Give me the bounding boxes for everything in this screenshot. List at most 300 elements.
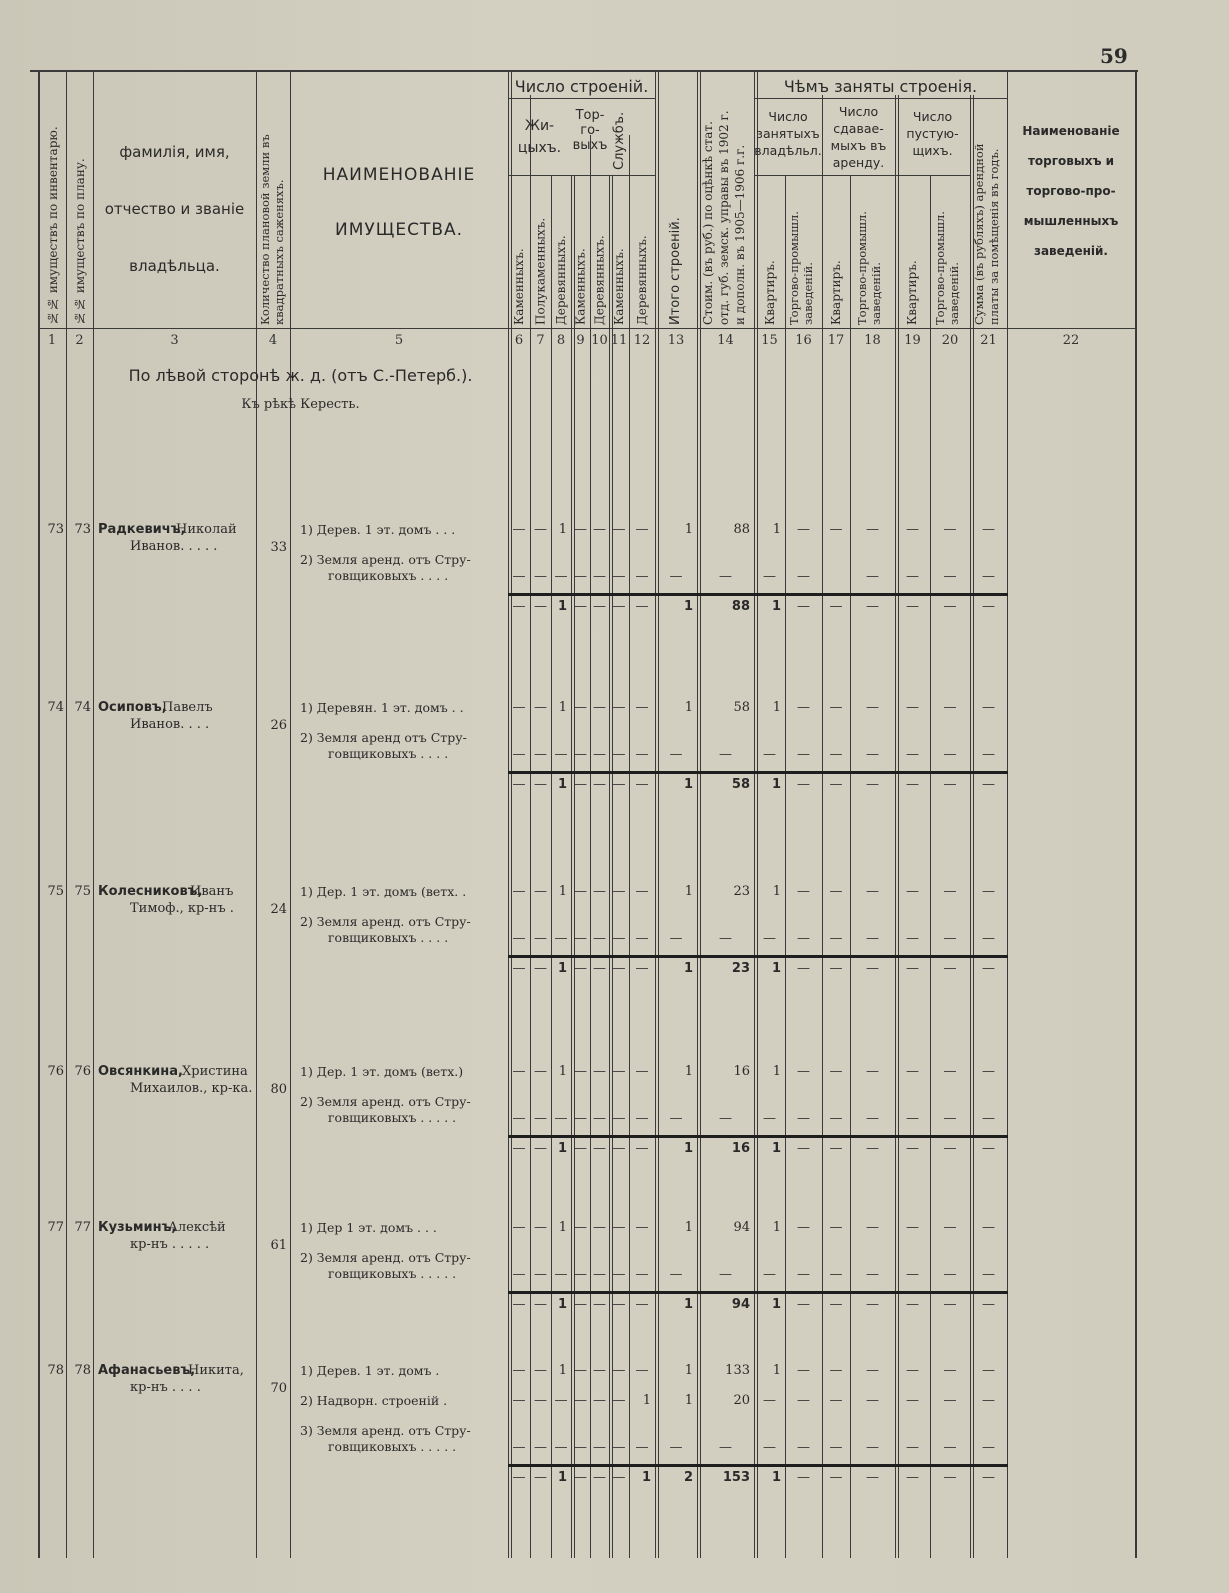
total-cell: —	[982, 1297, 995, 1312]
data-cell: —	[512, 931, 526, 946]
total-cell: 1	[683, 1141, 693, 1156]
data-cell: —	[574, 1363, 587, 1378]
data-cell: 1	[642, 1393, 651, 1408]
data-cell: —	[612, 1220, 626, 1235]
data-cell: —	[574, 1267, 587, 1282]
total-cell: 1	[771, 1470, 781, 1485]
data-cell: —	[612, 1267, 626, 1282]
owner-first-name: Павелъ	[162, 700, 213, 715]
data-cell: —	[982, 1220, 995, 1235]
total-cell: 1	[771, 1297, 781, 1312]
total-cell: —	[635, 1297, 649, 1312]
column-number: 21	[980, 333, 997, 348]
column-number: 6	[514, 333, 524, 348]
total-cell: —	[797, 1297, 810, 1312]
total-cell: 88	[731, 599, 750, 614]
data-cell: —	[866, 931, 879, 946]
data-cell: —	[719, 1267, 732, 1282]
owner-patronymic-status: Иванов. . . .	[130, 717, 210, 732]
total-cell: —	[982, 1141, 995, 1156]
record-plan-number: 77	[74, 1220, 91, 1235]
total-cell: —	[866, 1297, 879, 1312]
data-cell: 133	[725, 1363, 750, 1378]
data-cell: 1	[772, 522, 781, 537]
total-cell: —	[612, 1141, 626, 1156]
data-cell: —	[982, 522, 995, 537]
data-cell: —	[763, 1267, 776, 1282]
data-cell: —	[982, 1440, 995, 1455]
total-cell: —	[534, 961, 547, 976]
total-cell: 1	[771, 961, 781, 976]
header-sub-living: Жи- цыхъ.	[517, 118, 562, 156]
data-cell: —	[554, 569, 568, 584]
table-top-rule	[30, 70, 1138, 72]
land-area: 26	[270, 718, 287, 733]
data-cell: —	[574, 1393, 587, 1408]
column-number: 14	[717, 333, 734, 348]
data-cell: —	[612, 1363, 626, 1378]
total-cell: 94	[731, 1297, 750, 1312]
owner-patronymic-status: Иванов. . . . .	[130, 539, 218, 554]
data-cell: —	[534, 700, 547, 715]
total-cell: —	[906, 1141, 919, 1156]
owner-first-name: Христина	[182, 1064, 248, 1079]
column-rule	[895, 95, 896, 1558]
data-cell: —	[574, 931, 587, 946]
data-cell: —	[943, 1064, 957, 1079]
column-rule	[655, 70, 656, 1558]
data-cell: —	[635, 1440, 649, 1455]
owner-surname: Колесниковъ,	[98, 884, 203, 899]
header-col19-label: Квартиръ.	[905, 260, 919, 325]
data-cell: —	[797, 1393, 810, 1408]
header-col10-label: Деревянныхъ.	[592, 235, 607, 325]
data-cell: —	[574, 884, 587, 899]
header-col22-label: торгово-про-	[1026, 184, 1116, 198]
header-sub-owner: Число занятыхъ владѣльл.	[754, 109, 822, 158]
header-col5-label: ИМУЩЕСТВА.	[334, 220, 464, 240]
data-cell: —	[574, 1440, 587, 1455]
data-cell: —	[534, 1111, 547, 1126]
data-cell: —	[763, 1111, 776, 1126]
column-rule	[256, 70, 257, 1558]
column-rule	[508, 70, 509, 1558]
column-rule	[551, 175, 552, 1558]
data-cell: 1	[772, 1363, 781, 1378]
data-cell: —	[982, 1064, 995, 1079]
total-cell: —	[797, 961, 810, 976]
data-cell: —	[554, 747, 568, 762]
record-inventory-number: 77	[47, 1220, 64, 1235]
total-cell: 1	[557, 599, 567, 614]
data-cell: —	[797, 700, 810, 715]
total-cell: 1	[683, 599, 693, 614]
data-cell: —	[829, 700, 843, 715]
column-number: 8	[556, 333, 566, 348]
total-cell: —	[512, 1297, 526, 1312]
total-cell: —	[982, 777, 995, 792]
record-plan-number: 75	[74, 884, 91, 899]
header-col22-label: мышленныхъ	[1023, 214, 1119, 228]
data-cell: —	[635, 522, 649, 537]
total-cell: —	[512, 599, 526, 614]
data-cell: —	[593, 569, 606, 584]
data-cell: —	[982, 1393, 995, 1408]
property-item: говщиковыхъ . . . . .	[328, 1110, 457, 1125]
data-cell: 23	[733, 884, 750, 899]
total-cell: —	[943, 1297, 957, 1312]
subtotal-rule	[508, 955, 1008, 958]
data-cell: —	[534, 522, 547, 537]
data-cell: —	[512, 522, 526, 537]
data-cell: 1	[558, 1064, 567, 1079]
total-cell: —	[982, 1470, 995, 1485]
data-cell: —	[943, 522, 957, 537]
column-rule	[629, 135, 630, 1558]
data-cell: —	[906, 1267, 919, 1282]
data-cell: —	[512, 1267, 526, 1282]
data-cell: —	[719, 747, 732, 762]
header-col22-label: Наименованіе	[1022, 124, 1120, 138]
column-rule	[850, 175, 851, 1558]
total-cell: —	[612, 777, 626, 792]
data-cell: —	[512, 1064, 526, 1079]
data-cell: —	[719, 931, 732, 946]
data-cell: —	[512, 884, 526, 899]
data-cell: —	[797, 931, 810, 946]
data-cell: —	[866, 1363, 879, 1378]
data-cell: —	[593, 1220, 606, 1235]
total-cell: —	[906, 1470, 919, 1485]
group-rule-occupied	[754, 98, 1007, 99]
data-cell: —	[829, 1111, 843, 1126]
data-cell: —	[635, 1363, 649, 1378]
owner-patronymic-status: Тимоф., кр-нъ .	[130, 901, 234, 916]
total-cell: —	[612, 961, 626, 976]
data-cell: —	[512, 1111, 526, 1126]
data-cell: 58	[733, 700, 750, 715]
total-cell: —	[829, 777, 843, 792]
data-cell: —	[866, 1393, 879, 1408]
data-cell: 1	[772, 1220, 781, 1235]
header-col3-label: фамилія, имя,	[119, 143, 230, 161]
data-cell: —	[534, 569, 547, 584]
total-cell: 1	[557, 1470, 567, 1485]
data-cell: —	[763, 931, 776, 946]
property-item: говщиковыхъ . . . . .	[328, 1266, 457, 1281]
data-cell: —	[635, 1267, 649, 1282]
total-cell: 1	[557, 961, 567, 976]
data-cell: —	[612, 569, 626, 584]
total-cell: —	[574, 961, 587, 976]
total-cell: —	[829, 961, 843, 976]
data-cell: —	[797, 1064, 810, 1079]
property-item: 3) Земля аренд. отъ Стру-	[300, 1423, 471, 1438]
column-rule	[697, 70, 698, 1558]
column-rule-double	[612, 175, 613, 1558]
data-cell: 1	[684, 884, 693, 899]
data-cell: —	[534, 1440, 547, 1455]
data-cell: —	[635, 747, 649, 762]
data-cell: —	[512, 1220, 526, 1235]
data-cell: —	[866, 1064, 879, 1079]
data-cell: —	[797, 522, 810, 537]
total-cell: 1	[557, 1297, 567, 1312]
total-cell: —	[906, 777, 919, 792]
column-number: 5	[394, 333, 404, 348]
total-cell: —	[906, 1297, 919, 1312]
column-rule	[530, 95, 531, 1558]
data-cell: —	[669, 931, 683, 946]
data-cell: —	[512, 747, 526, 762]
data-cell: —	[866, 1267, 879, 1282]
total-cell: 1	[771, 777, 781, 792]
data-cell: 88	[733, 522, 750, 537]
data-cell: —	[612, 1111, 626, 1126]
data-cell: —	[982, 747, 995, 762]
data-cell: —	[906, 1393, 919, 1408]
data-cell: —	[866, 700, 879, 715]
data-cell: —	[763, 747, 776, 762]
land-area: 24	[270, 902, 287, 917]
data-cell: —	[612, 1440, 626, 1455]
column-rule	[590, 135, 591, 1558]
header-col1-label: №№ имуществъ по инвентарю.	[46, 126, 60, 325]
header-col22-label: торговыхъ и	[1027, 154, 1115, 168]
data-cell: —	[593, 1267, 606, 1282]
record-plan-number: 74	[74, 700, 91, 715]
column-rule	[970, 95, 971, 1558]
column-rule	[290, 70, 291, 1558]
data-cell: —	[554, 931, 568, 946]
data-cell: —	[593, 884, 606, 899]
total-cell: —	[829, 1470, 843, 1485]
column-rule	[822, 95, 823, 1558]
total-cell: 1	[771, 599, 781, 614]
total-cell: —	[943, 1141, 957, 1156]
data-cell: 1	[558, 884, 567, 899]
data-cell: —	[763, 1393, 776, 1408]
record-inventory-number: 78	[47, 1363, 64, 1378]
data-cell: —	[593, 1111, 606, 1126]
owner-first-name: Николай	[176, 522, 237, 537]
owner-patronymic-status: кр-нъ . . . .	[130, 1380, 201, 1395]
total-cell: —	[574, 777, 587, 792]
data-cell: 1	[684, 1064, 693, 1079]
record-inventory-number: 74	[47, 700, 64, 715]
data-cell: —	[763, 1440, 776, 1455]
property-item: 1) Дерев. 1 эт. домъ .	[300, 1363, 440, 1378]
data-cell: 1	[772, 884, 781, 899]
record-plan-number: 78	[74, 1363, 91, 1378]
data-cell: —	[534, 1064, 547, 1079]
header-col3-label: владѣльца.	[129, 257, 220, 275]
property-item: 2) Земля аренд отъ Стру-	[300, 730, 467, 745]
total-cell: —	[534, 777, 547, 792]
data-cell: —	[797, 1267, 810, 1282]
data-cell: —	[719, 1440, 732, 1455]
column-number: 20	[941, 333, 959, 348]
data-cell: 1	[684, 700, 693, 715]
data-cell: 16	[733, 1064, 750, 1079]
data-cell: —	[593, 931, 606, 946]
header-col11-label: Каменныхъ.	[612, 248, 626, 325]
header-sub-empty: Число пустую- щихъ.	[906, 109, 959, 158]
data-cell: —	[943, 1440, 957, 1455]
data-cell: —	[982, 1111, 995, 1126]
header-col13-label: Итого строеній.	[668, 217, 683, 325]
subtotal-rule	[508, 1291, 1008, 1294]
data-cell: —	[906, 1111, 919, 1126]
data-cell: —	[906, 747, 919, 762]
total-cell: 1	[557, 1141, 567, 1156]
data-cell: —	[866, 884, 879, 899]
land-area: 61	[270, 1238, 287, 1253]
data-cell: —	[512, 569, 526, 584]
data-cell: —	[635, 884, 649, 899]
data-cell: —	[866, 747, 879, 762]
data-cell: —	[829, 931, 843, 946]
group-rule-occupied-sub	[754, 175, 970, 176]
total-cell: —	[593, 1470, 606, 1485]
header-col2-label: №№ имуществъ по плану.	[73, 158, 87, 325]
total-cell: —	[593, 599, 606, 614]
property-item: 1) Дерев. 1 эт. домъ . . .	[300, 522, 456, 537]
data-cell: —	[635, 569, 649, 584]
total-cell: —	[829, 599, 843, 614]
data-cell: —	[906, 931, 919, 946]
data-cell: —	[554, 1267, 568, 1282]
total-cell: —	[797, 1470, 810, 1485]
total-cell: —	[612, 1470, 626, 1485]
total-cell: 1	[683, 1297, 693, 1312]
data-cell: 1	[558, 522, 567, 537]
total-cell: —	[866, 1141, 879, 1156]
header-col20-label: Торгово-промышл. заведеній.	[933, 211, 961, 325]
data-cell: —	[554, 1393, 568, 1408]
data-cell: —	[593, 1363, 606, 1378]
total-cell: —	[612, 1297, 626, 1312]
header-col18-label: Торгово-промышл. заведеній.	[855, 211, 883, 325]
data-cell: —	[669, 569, 683, 584]
header-col16-label: Торгово-промышл. заведеній.	[787, 211, 815, 325]
owner-surname: Овсянкина,	[98, 1064, 183, 1079]
data-cell: —	[943, 931, 957, 946]
property-item: 1) Дер. 1 эт. домъ (ветх. .	[300, 884, 467, 899]
data-cell: —	[829, 1440, 843, 1455]
header-col12-label: Деревянныхъ.	[635, 235, 649, 325]
property-item: 2) Земля аренд. отъ Стру-	[300, 1250, 471, 1265]
column-rule-double	[658, 70, 659, 1558]
total-cell: —	[593, 961, 606, 976]
data-cell: —	[797, 1111, 810, 1126]
data-cell: 1	[772, 1064, 781, 1079]
data-cell: —	[593, 1393, 606, 1408]
total-cell: —	[635, 599, 649, 614]
data-cell: —	[574, 700, 587, 715]
total-cell: —	[982, 961, 995, 976]
total-cell: —	[866, 961, 879, 976]
total-cell: —	[574, 1470, 587, 1485]
data-cell: —	[574, 1111, 587, 1126]
owner-surname: Радкевичъ,	[98, 522, 186, 537]
property-item: говщиковыхъ . . . .	[328, 746, 449, 761]
total-cell: 23	[731, 961, 750, 976]
header-col6-label: Каменныхъ.	[512, 248, 526, 325]
data-cell: —	[982, 569, 995, 584]
data-cell: 1	[684, 1363, 693, 1378]
total-cell: 1	[683, 961, 693, 976]
data-cell: —	[797, 884, 810, 899]
property-item: 1) Деревян. 1 эт. домъ . .	[300, 700, 464, 715]
right-border	[1135, 70, 1137, 1558]
data-cell: —	[829, 1220, 843, 1235]
data-cell: 1	[684, 522, 693, 537]
data-cell: —	[906, 884, 919, 899]
data-cell: —	[906, 1064, 919, 1079]
column-rule	[785, 175, 786, 1558]
header-col7-label: Полукаменныхъ.	[533, 217, 548, 325]
column-number: 11	[610, 333, 628, 348]
data-cell: —	[534, 1267, 547, 1282]
data-cell: 20	[733, 1393, 750, 1408]
data-cell: —	[906, 700, 919, 715]
header-col15-label: Квартиръ.	[763, 260, 777, 325]
data-cell: —	[829, 1393, 843, 1408]
owner-surname: Афанасьевъ,	[98, 1363, 196, 1378]
owner-surname: Кузьминъ,	[98, 1220, 177, 1235]
property-item: 1) Дер 1 эт. домъ . . .	[300, 1220, 437, 1235]
data-cell: —	[943, 884, 957, 899]
total-cell: —	[612, 599, 626, 614]
total-cell: 16	[731, 1141, 750, 1156]
record-plan-number: 73	[74, 522, 91, 537]
data-cell: —	[906, 1220, 919, 1235]
data-cell: —	[534, 1220, 547, 1235]
data-cell: —	[982, 1267, 995, 1282]
data-cell: —	[612, 1393, 626, 1408]
data-cell: —	[669, 747, 683, 762]
data-cell: —	[829, 1064, 843, 1079]
column-number: 19	[904, 333, 921, 348]
column-rule	[930, 175, 931, 1558]
column-number: 3	[170, 333, 179, 348]
data-cell: —	[612, 522, 626, 537]
property-item: 2) Земля аренд. отъ Стру-	[300, 1094, 471, 1109]
total-cell: —	[534, 599, 547, 614]
data-cell: —	[593, 1440, 606, 1455]
data-cell: 1	[684, 1220, 693, 1235]
total-cell: —	[534, 1470, 547, 1485]
data-cell: —	[906, 569, 919, 584]
total-cell: —	[593, 1297, 606, 1312]
header-sub-rented: Число сдавае- мыхъ въ аренду.	[830, 104, 887, 170]
total-cell: —	[635, 1141, 649, 1156]
data-cell: —	[797, 1220, 810, 1235]
data-cell: —	[866, 1440, 879, 1455]
header-col8-label: Деревянныхъ.	[554, 235, 568, 325]
header-col9-label: Каменныхъ.	[573, 248, 588, 325]
data-cell: —	[943, 569, 957, 584]
subtotal-rule	[508, 771, 1008, 774]
data-cell: —	[593, 522, 606, 537]
data-cell: —	[512, 700, 526, 715]
land-area: 33	[270, 540, 287, 555]
data-cell: 1	[558, 1363, 567, 1378]
total-cell: 2	[683, 1470, 693, 1485]
data-cell: —	[593, 747, 606, 762]
data-cell: —	[635, 1111, 649, 1126]
